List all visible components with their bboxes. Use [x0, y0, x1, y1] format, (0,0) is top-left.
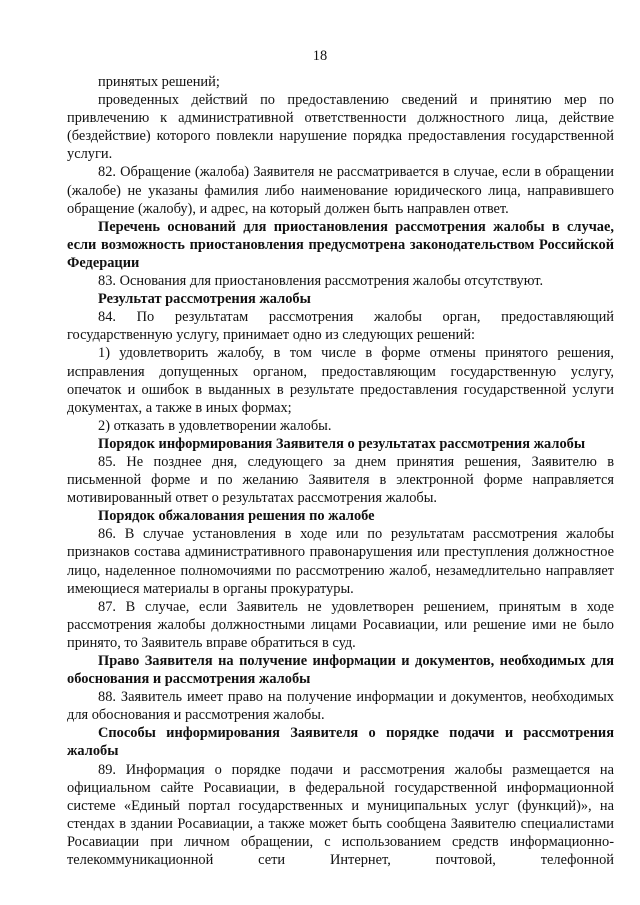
paragraph: 84. По результатам рассмотрения жалобы орган, предоставляющий государственную услугу, принимает одно из следующих решений: — [67, 309, 614, 344]
paragraph: 82. Обращение (жалоба) Заявителя не рассматривается в случае, если в обращении (жалобе) не указаны фамилия либо наименование юридического лица, направившего обращение (жалобу), и адрес, на который должен быть направлен ответ. — [67, 164, 614, 217]
document-body — [67, 73, 614, 869]
paragraph: 88. Заявитель имеет право на получение информации и документов, необходимых для обоснования и рассмотрения жалобы. — [67, 689, 614, 724]
section-heading: Перечень оснований для приостановления рассмотрения жалобы в случае, если возможность приостановления предусмотрена законодательством Российской Федерации — [67, 218, 614, 271]
section-heading: Право Заявителя на получение информации и документов, необходимых для обоснования и рассмотрения жалобы — [67, 653, 614, 688]
paragraph: 1) удовлетворить жалобу, в том числе в форме отмены принятого решения, исправления допущенных органом, предоставляющим государственную услугу, опечаток и ошибок в выданных в результате предоставления государственной услуги документах, а также в иных формах; — [67, 345, 614, 416]
section-heading: Порядок обжалования решения по жалобе — [98, 508, 375, 525]
paragraph: 87. В случае, если Заявитель не удовлетворен решением, принятым в ходе рассмотрения жалобы должностными лицами Росавиации, или решение ими не было принято, то Заявитель вправе обратиться в суд. — [67, 598, 614, 651]
page-number: 18 — [312, 48, 328, 64]
paragraph: проведенных действий по предоставлению сведений и принятию мер по привлечению к административной ответственности должностного лица, действие (бездействие) которого повлекли нарушение порядка предоставления государственной услуги. — [67, 92, 614, 163]
section-heading: Способы информирования Заявителя о порядке подачи и рассмотрения жалобы — [67, 725, 614, 760]
paragraph: принятых решений; — [98, 74, 220, 90]
paragraph: 83. Основания для приостановления рассмотрения жалобы отсутствуют. — [98, 273, 544, 290]
paragraph: 2) отказать в удовлетворении жалобы. — [98, 417, 332, 434]
section-heading: Порядок информирования Заявителя о результатах рассмотрения жалобы — [98, 435, 586, 452]
paragraph: 86. В случае установления в ходе или по результатам рассмотрения жалобы признаков состава административного правонарушения или преступления должностное лицо, наделенное полномочиями по рассмотрению жалоб, незамедлительно направляет имеющиеся материалы в органы прокуратуры. — [67, 526, 614, 597]
paragraph: 89. Информация о порядке подачи и рассмотрения жалобы размещается на официальном сайте Росавиации, в федеральной государственной информационной системе «Единый портал государственных и муниципальных услуг (функций)», на стендах в здании Росавиации, а также может быть сообщена Заявителю специалистами Росавиации при личном обращении, с использованием средств информационно-телекоммуникационной сети Интернет, почтовой, телефонной — [67, 761, 614, 869]
paragraph: 85. Не позднее дня, следующего за днем принятия решения, Заявителю в письменной форме и по желанию Заявителя в электронной форме направляется мотивированный ответ о результатах рассмотрения жалобы. — [67, 453, 614, 507]
section-heading: Результат рассмотрения жалобы — [98, 291, 311, 308]
